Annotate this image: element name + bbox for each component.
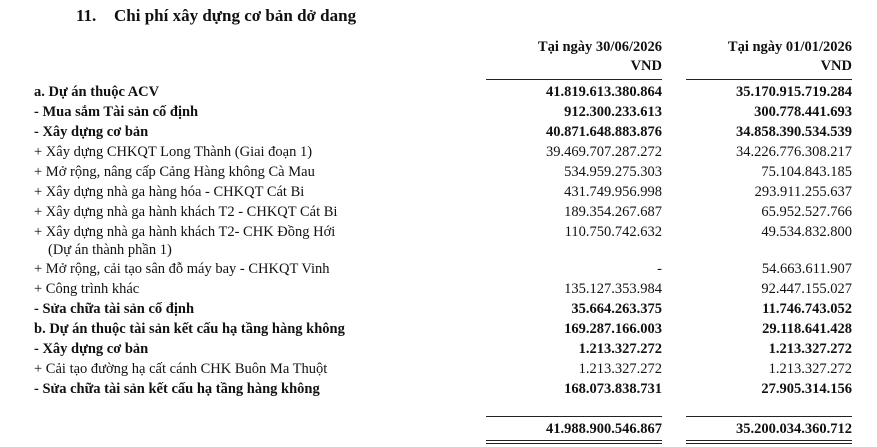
row-value-2026-01: 27.905.314.156 [761, 381, 852, 397]
section-title-text: Chi phí xây dựng cơ bản dở dang [114, 6, 357, 25]
total-top-rule-2 [686, 416, 852, 417]
table-row [0, 182, 877, 202]
column-header-1 [486, 38, 662, 76]
table-row [0, 202, 877, 222]
row-value-2026-01: 1.213.327.272 [768, 341, 852, 357]
row-label: + Công trình khác [34, 281, 140, 297]
row-value-2026-01: 293.911.255.637 [754, 184, 852, 200]
header-underline-2 [686, 79, 852, 80]
row-label: + Xây dựng nhà ga hành khách T2 - CHKQT Cát Bi [34, 204, 338, 220]
row-value-2026-01: 35.170.915.719.284 [736, 84, 852, 100]
row-value-2026-01: 54.663.611.907 [761, 261, 852, 277]
row-label-continuation: (Dự án thành phần 1) [48, 242, 172, 258]
table-row [0, 299, 877, 319]
row-value-2026-06: 110.750.742.632 [564, 224, 662, 240]
row-value-2026-01: 34.226.776.308.217 [736, 144, 852, 160]
row-value-2026-01: 29.118.641.428 [762, 321, 852, 337]
row-label: + Mở rộng, cải tạo sân đỗ máy bay - CHKQT Vinh [34, 261, 330, 277]
row-label: + Xây dựng nhà ga hành khách T2- CHK Đồng Hới [34, 224, 336, 240]
table-row [0, 102, 877, 122]
row-label: + Xây dựng CHKQT Long Thành (Giai đoạn 1) [34, 144, 313, 160]
row-label: + Mở rộng, nâng cấp Cảng Hàng không Cà Mau [34, 164, 315, 180]
row-value-2026-01: 34.858.390.534.539 [736, 124, 852, 140]
row-value-2026-01: 65.952.527.766 [761, 204, 852, 220]
column-header-2 [686, 38, 852, 76]
row-label: a. Dự án thuộc ACV [34, 84, 160, 100]
row-value-2026-06: 39.469.707.287.272 [546, 144, 662, 160]
row-value-2026-01: 300.778.441.693 [754, 104, 852, 120]
header-underline-1 [486, 79, 662, 80]
row-value-2026-01: 11.746.743.052 [762, 301, 852, 317]
row-value-2026-06: 431.749.956.998 [564, 184, 662, 200]
table-row [0, 279, 877, 299]
row-value-2026-06: 189.354.267.687 [564, 204, 662, 220]
table-row [0, 142, 877, 162]
column-header-2-date: Tại ngày 01/01/2026 [727, 39, 852, 55]
table-row [0, 222, 877, 259]
total-double-rule-2b [686, 443, 852, 444]
table-row [0, 122, 877, 142]
row-label: b. Dự án thuộc tài sản kết cấu hạ tầng hàng không [34, 321, 345, 337]
total-top-rule-1 [486, 416, 662, 417]
table-row [0, 259, 877, 279]
row-value-2026-06: 135.127.353.984 [564, 281, 662, 297]
row-label: - Xây dựng cơ bản [34, 341, 149, 357]
row-value-2026-01: 92.447.155.027 [761, 281, 852, 297]
row-value-2026-06: 534.959.275.303 [564, 164, 662, 180]
table-row [0, 319, 877, 339]
row-value-2026-06: 168.073.838.731 [564, 381, 662, 397]
table-row [0, 359, 877, 379]
table-body [0, 82, 877, 399]
row-value-2026-06: 40.871.648.883.876 [546, 124, 662, 140]
table-row [0, 379, 877, 399]
row-label: - Sửa chữa tài sản kết cấu hạ tầng hàng không [34, 381, 320, 397]
total-double-rule-2a [686, 440, 852, 441]
row-value-2026-01: 1.213.327.272 [768, 361, 852, 377]
row-value-2026-06: 1.213.327.272 [578, 361, 662, 377]
row-value-2026-06: - [657, 261, 662, 277]
section-number: 11. [76, 6, 97, 25]
row-label: - Sửa chữa tài sản cố định [34, 301, 195, 317]
row-value-2026-01: 49.534.832.800 [761, 224, 852, 240]
row-label: + Xây dựng nhà ga hàng hóa - CHKQT Cát Bi [34, 184, 305, 200]
total-value-2026-06: 41.988.900.546.867 [546, 421, 662, 437]
section-title [76, 6, 356, 26]
table-row [0, 82, 877, 102]
row-value-2026-01: 75.104.843.185 [761, 164, 852, 180]
row-value-2026-06: 35.664.263.375 [571, 301, 662, 317]
total-double-rule-1b [486, 443, 662, 444]
table-row [0, 162, 877, 182]
column-header-2-unit: VND [820, 58, 852, 74]
row-label: - Xây dựng cơ bản [34, 124, 149, 140]
row-label: - Mua sắm Tài sản cố định [34, 104, 199, 120]
row-value-2026-06: 1.213.327.272 [578, 341, 662, 357]
row-value-2026-06: 912.300.233.613 [564, 104, 662, 120]
total-double-rule-1a [486, 440, 662, 441]
column-header-1-date: Tại ngày 30/06/2026 [537, 39, 662, 55]
total-value-2026-01: 35.200.034.360.712 [736, 421, 852, 437]
row-label: + Cải tạo đường hạ cất cánh CHK Buôn Ma Thuột [34, 361, 328, 377]
row-value-2026-06: 41.819.613.380.864 [546, 84, 662, 100]
table-row [0, 339, 877, 359]
column-header-1-unit: VND [630, 58, 662, 74]
row-value-2026-06: 169.287.166.003 [564, 321, 662, 337]
